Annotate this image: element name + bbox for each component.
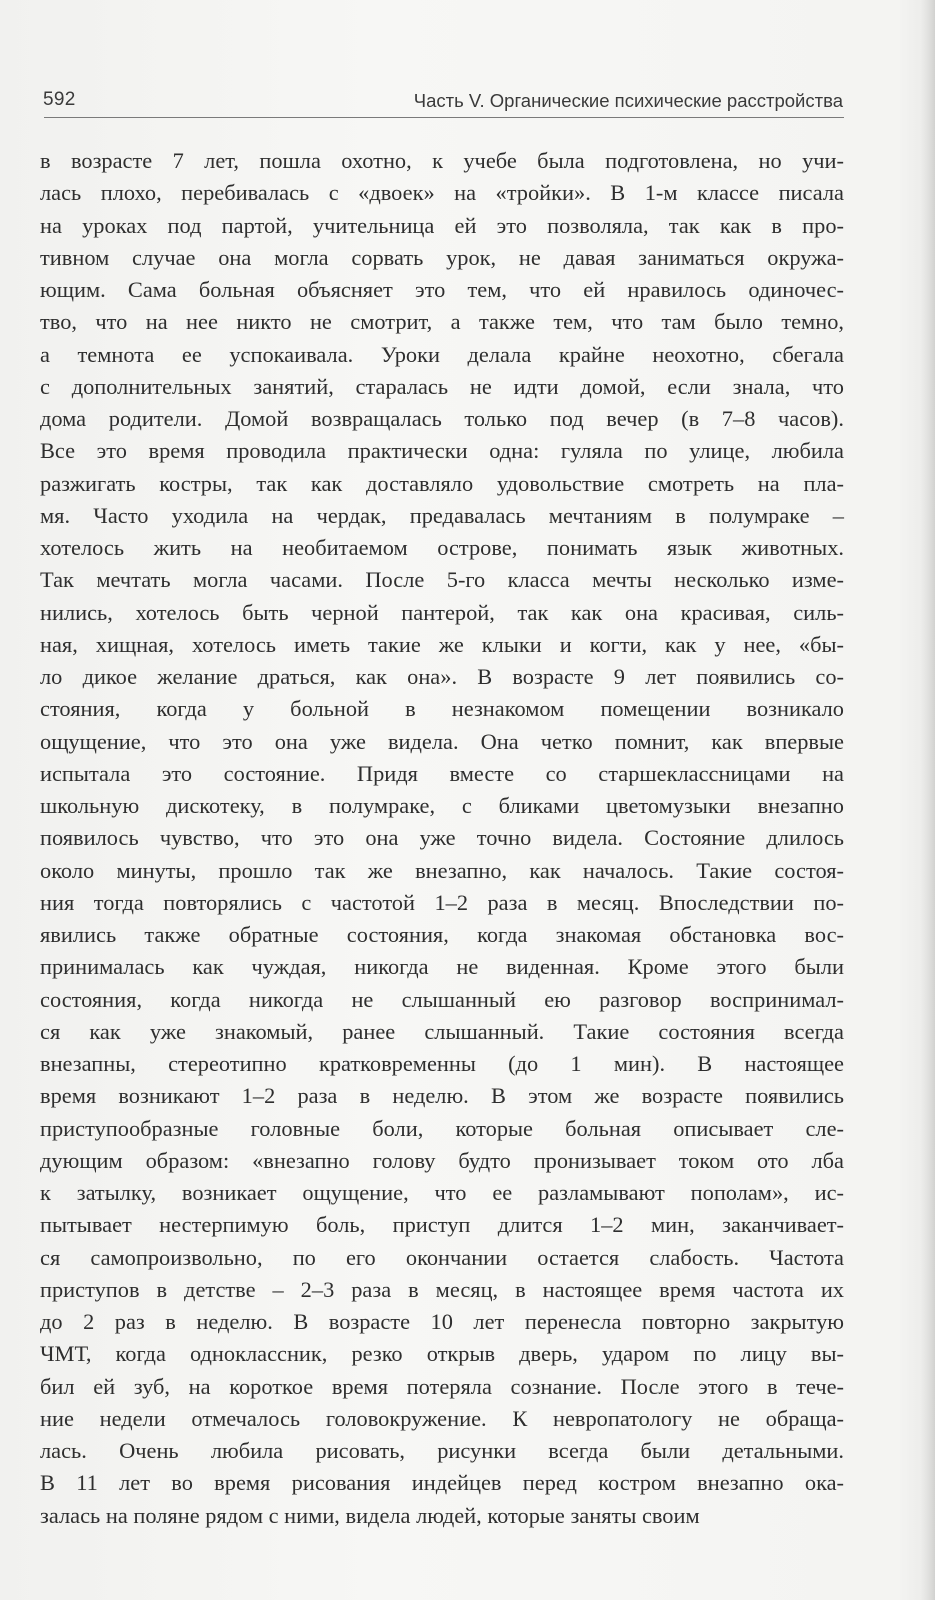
text-line: до 2 раз в неделю. В возрасте 10 лет перенесла повторно закрытую xyxy=(40,1309,844,1334)
text-line: школьную дискотеку, в полумраке, с бликами цветомузыки внезапно xyxy=(40,793,844,818)
text-line: в возрасте 7 лет, пошла охотно, к учебе была подготовлена, но учи- xyxy=(40,148,844,173)
header-rule xyxy=(44,117,844,118)
text-line: Так мечтать могла часами. После 5-го класса мечты несколько изме- xyxy=(40,567,844,593)
running-head xyxy=(43,85,843,115)
text-line: дома родители. Домой возвращалась только под вечер (в 7–8 часов). xyxy=(40,406,844,431)
text-line: хотелось жить на необитаемом острове, понимать язык животных. xyxy=(40,535,844,560)
text-line: разжигать костры, так как доставляло удовольствие смотреть на пла- xyxy=(40,470,844,496)
text-line: около минуты, прошло так же внезапно, как началось. Такие состоя- xyxy=(40,857,844,883)
text-line: лась плохо, перебивалась с «двоек» на «тройки». В 1-м классе писала xyxy=(40,180,844,206)
text-line: тивном случае она могла сорвать урок, не давая заниматься окружа- xyxy=(40,244,844,270)
text-line: пытывает нестерпимую боль, приступ длится 1–2 мин, заканчивает- xyxy=(40,1212,844,1238)
text-line: ся самопроизвольно, по его окончании остается слабость. Частота xyxy=(40,1244,844,1270)
text-line: залась на поляне рядом с ними, видела людей, которые заняты своим xyxy=(40,1502,700,1528)
text-line: ная, хищная, хотелось иметь такие же клыки и когти, как у нее, «бы- xyxy=(40,631,844,657)
text-line: приступообразные головные боли, которые больная описывает сле- xyxy=(40,1115,844,1141)
text-line: В 11 лет во время рисования индейцев перед костром внезапно ока- xyxy=(40,1470,844,1496)
text-line: ЧМТ, когда одноклассник, резко открыв дверь, ударом по лицу вы- xyxy=(40,1341,844,1367)
page-edge-shadow xyxy=(921,0,935,1600)
page-number: 592 xyxy=(43,89,76,110)
text-line: мя. Часто уходила на чердак, предавалась мечтаниям в полумраке – xyxy=(40,502,844,528)
text-line: состояния, когда никогда не слышанный ею разговор воспринимал- xyxy=(40,986,844,1012)
text-line: ощущение, что это она уже видела. Она четко помнит, как впервые xyxy=(40,728,844,754)
text-line: с дополнительных занятий, старалась не идти домой, если знала, что xyxy=(40,373,844,399)
text-line: ло дикое желание драться, как она». В возрасте 9 лет появились со- xyxy=(40,664,844,689)
text-line: ние недели отмечалось головокружение. К невропатологу не обраща- xyxy=(40,1405,844,1431)
text-line: а темнота ее успокаивала. Уроки делала крайне неохотно, сбегала xyxy=(40,341,844,367)
text-line: испытала это состояние. Придя вместе со старшеклассницами на xyxy=(40,760,844,786)
text-line: ния тогда повторялись с частотой 1–2 раза в месяц. Впоследствии по- xyxy=(40,889,844,915)
text-line: появилось чувство, что это она уже точно видела. Состояние длилось xyxy=(40,825,844,851)
text-line: время возникают 1–2 раза в неделю. В этом же возрасте появились xyxy=(40,1083,844,1109)
text-line: явились также обратные состояния, когда знакомая обстановка вос- xyxy=(40,922,844,947)
text-line: внезапны, стереотипно кратковременны (до 1 мин). В настоящее xyxy=(40,1051,844,1076)
text-line: к затылку, возникает ощущение, что ее разламывают пополам», ис- xyxy=(40,1180,844,1205)
text-line: приступов в детстве – 2–3 раза в месяц, в настоящее время частота их xyxy=(40,1276,844,1302)
text-line: ющим. Сама больная объясняет это тем, что ей нравилось одиночес- xyxy=(40,277,844,302)
text-line: тво, что на нее никто не смотрит, а также тем, что там было темно, xyxy=(40,309,844,335)
text-line: нились, хотелось быть черной пантерой, так как она красивая, силь- xyxy=(40,599,844,625)
text-line: ся как уже знакомый, ранее слышанный. Такие состояния всегда xyxy=(40,1018,844,1044)
body-text xyxy=(40,145,844,1532)
text-line: дующим образом: «внезапно голову будто пронизывает током ото лба xyxy=(40,1147,844,1173)
text-line: бил ей зуб, на короткое время потеряла сознание. После этого в тече- xyxy=(40,1373,844,1399)
text-line: принималась как чуждая, никогда не виденная. Кроме этого были xyxy=(40,954,844,980)
text-line: на уроках под партой, учительница ей это позволяла, так как в про- xyxy=(40,212,844,238)
running-title: Часть V. Органические психические расстройства xyxy=(413,90,843,111)
text-line: стояния, когда у больной в незнакомом помещении возникало xyxy=(40,696,844,722)
text-line: лась. Очень любила рисовать, рисунки всегда были детальными. xyxy=(40,1438,844,1463)
text-line: Все это время проводила практически одна: гуляла по улице, любила xyxy=(40,438,844,464)
